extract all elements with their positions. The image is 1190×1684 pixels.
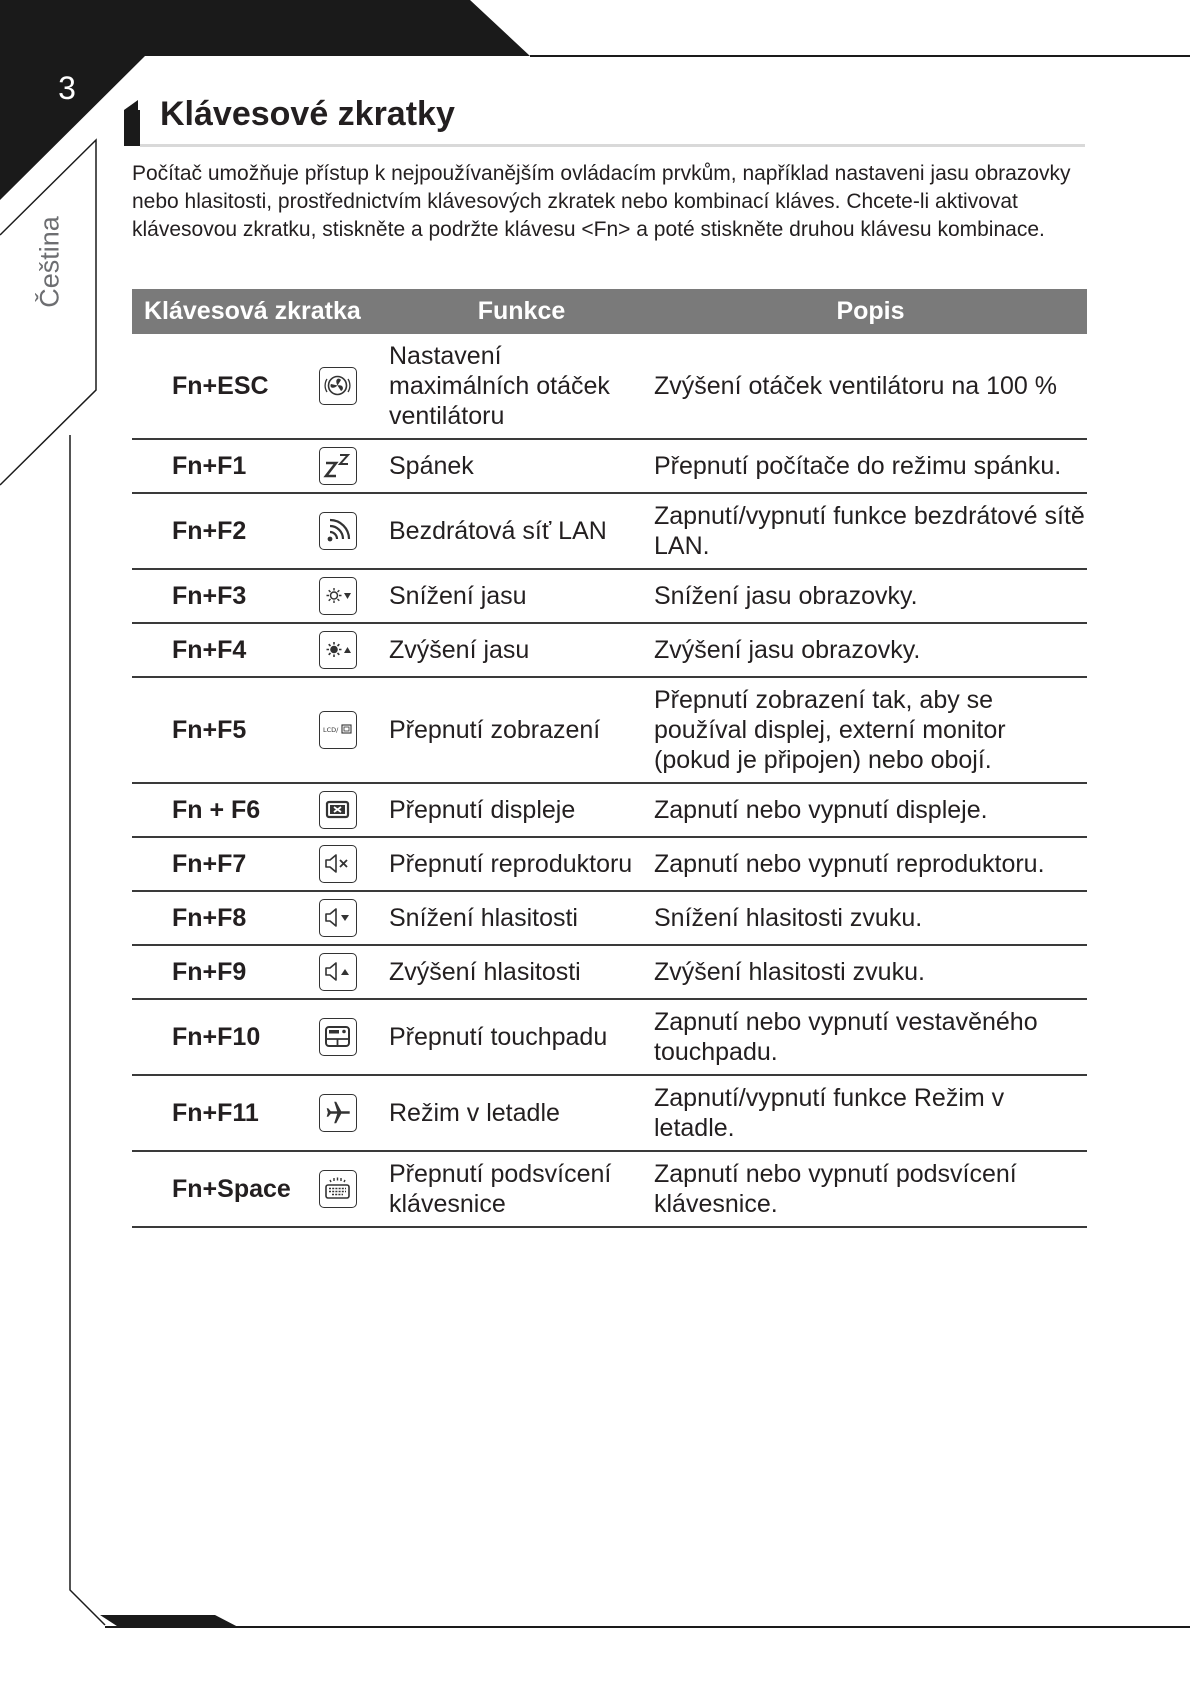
hotkey-combo: Fn+F1	[132, 439, 319, 493]
function-name: Přepnutí touchpadu	[389, 999, 654, 1075]
hotkey-combo: Fn+ESC	[132, 334, 319, 439]
sleep-icon	[319, 447, 357, 485]
function-description: Snížení jasu obrazovky.	[654, 569, 1087, 623]
function-description: Zvýšení hlasitosti zvuku.	[654, 945, 1087, 999]
wireless-icon	[319, 512, 357, 550]
function-name: Přepnutí displeje	[389, 783, 654, 837]
hotkey-combo: Fn+F7	[132, 837, 319, 891]
table-row	[132, 334, 1087, 439]
function-name: Zvýšení hlasitosti	[389, 945, 654, 999]
page-number: 3	[58, 70, 76, 106]
table-row	[132, 493, 1087, 569]
brightness-down-icon	[319, 577, 357, 615]
hotkey-table	[132, 289, 1087, 1228]
header-description: Popis	[654, 289, 1087, 334]
function-description: Snížení hlasitosti zvuku.	[654, 891, 1087, 945]
table-row	[132, 1151, 1087, 1227]
airplane-icon	[319, 1094, 357, 1132]
intro-paragraph: Počítač umožňuje přístup k nejpoužívanějším ovládacím prvkům, například nastaveni jasu obrazovky nebo hlasitosti, prostřednictvím klávesových zkratek nebo kombinací kláves. Chcete-li aktivovat klávesovou zkratku, stiskněte a podržte klávesu <Fn> a poté stiskněte druhou klávesu kombinace.	[132, 162, 1071, 241]
function-name: Snížení jasu	[389, 569, 654, 623]
hotkey-combo: Fn+F8	[132, 891, 319, 945]
touchpad-icon	[319, 1018, 357, 1056]
hotkey-combo: Fn+F11	[132, 1075, 319, 1151]
function-description: Zvýšení otáček ventilátoru na 100 %	[654, 334, 1087, 439]
table-row	[132, 1075, 1087, 1151]
function-name: Snížení hlasitosti	[389, 891, 654, 945]
hotkey-combo: Fn+F5	[132, 677, 319, 783]
function-description: Zapnutí/vypnutí funkce bezdrátové sítě LAN.	[654, 493, 1087, 569]
hotkey-combo: Fn+Space	[132, 1151, 319, 1227]
table-header-row	[132, 289, 1087, 334]
table-row	[132, 945, 1087, 999]
function-description: Zapnutí/vypnutí funkce Režim v letadle.	[654, 1075, 1087, 1151]
function-description: Zapnutí nebo vypnutí reproduktoru.	[654, 837, 1087, 891]
table-row	[132, 623, 1087, 677]
fan-icon	[319, 367, 357, 405]
hotkey-combo: Fn + F6	[132, 783, 319, 837]
function-description: Přepnutí počítače do režimu spánku.	[654, 439, 1087, 493]
header-hotkey: Klávesová zkratka	[132, 289, 389, 334]
display-off-icon	[319, 791, 357, 829]
function-name: Přepnutí zobrazení	[389, 677, 654, 783]
function-description: Zapnutí nebo vypnutí displeje.	[654, 783, 1087, 837]
language-tab: Čeština	[34, 216, 65, 308]
hotkey-combo: Fn+F3	[132, 569, 319, 623]
function-description: Zvýšení jasu obrazovky.	[654, 623, 1087, 677]
volume-up-icon	[319, 953, 357, 991]
table-row	[132, 891, 1087, 945]
table-row	[132, 783, 1087, 837]
hotkey-combo: Fn+F9	[132, 945, 319, 999]
function-name: Přepnutí reproduktoru	[389, 837, 654, 891]
brightness-up-icon	[319, 631, 357, 669]
hotkey-combo: Fn+F4	[132, 623, 319, 677]
table-row	[132, 837, 1087, 891]
hotkey-combo: Fn+F10	[132, 999, 319, 1075]
table-row	[132, 439, 1087, 493]
table-row	[132, 999, 1087, 1075]
page-title: Klávesové zkratky	[160, 95, 455, 133]
function-name: Bezdrátová síť LAN	[389, 493, 654, 569]
volume-down-icon	[319, 899, 357, 937]
speaker-mute-icon	[319, 845, 357, 883]
hotkey-combo: Fn+F2	[132, 493, 319, 569]
table-row	[132, 569, 1087, 623]
function-description: Zapnutí nebo vypnutí podsvícení klávesnice.	[654, 1151, 1087, 1227]
function-name: Přepnutí podsvícení klávesnice	[389, 1151, 654, 1227]
function-name: Zvýšení jasu	[389, 623, 654, 677]
function-name: Režim v letadle	[389, 1075, 654, 1151]
lcd-switch-icon	[319, 711, 357, 749]
function-name: Nastavení maximálních otáček ventilátoru	[389, 334, 654, 439]
keyboard-backlight-icon	[319, 1170, 357, 1208]
header-function: Funkce	[389, 289, 654, 334]
table-row	[132, 677, 1087, 783]
lcd-label: LCD/	[323, 726, 339, 734]
function-name: Spánek	[389, 439, 654, 493]
function-description: Přepnutí zobrazení tak, aby se používal displej, externí monitor (pokud je připojen) nebo obojí.	[654, 677, 1087, 783]
function-description: Zapnutí nebo vypnutí vestavěného touchpadu.	[654, 999, 1087, 1075]
